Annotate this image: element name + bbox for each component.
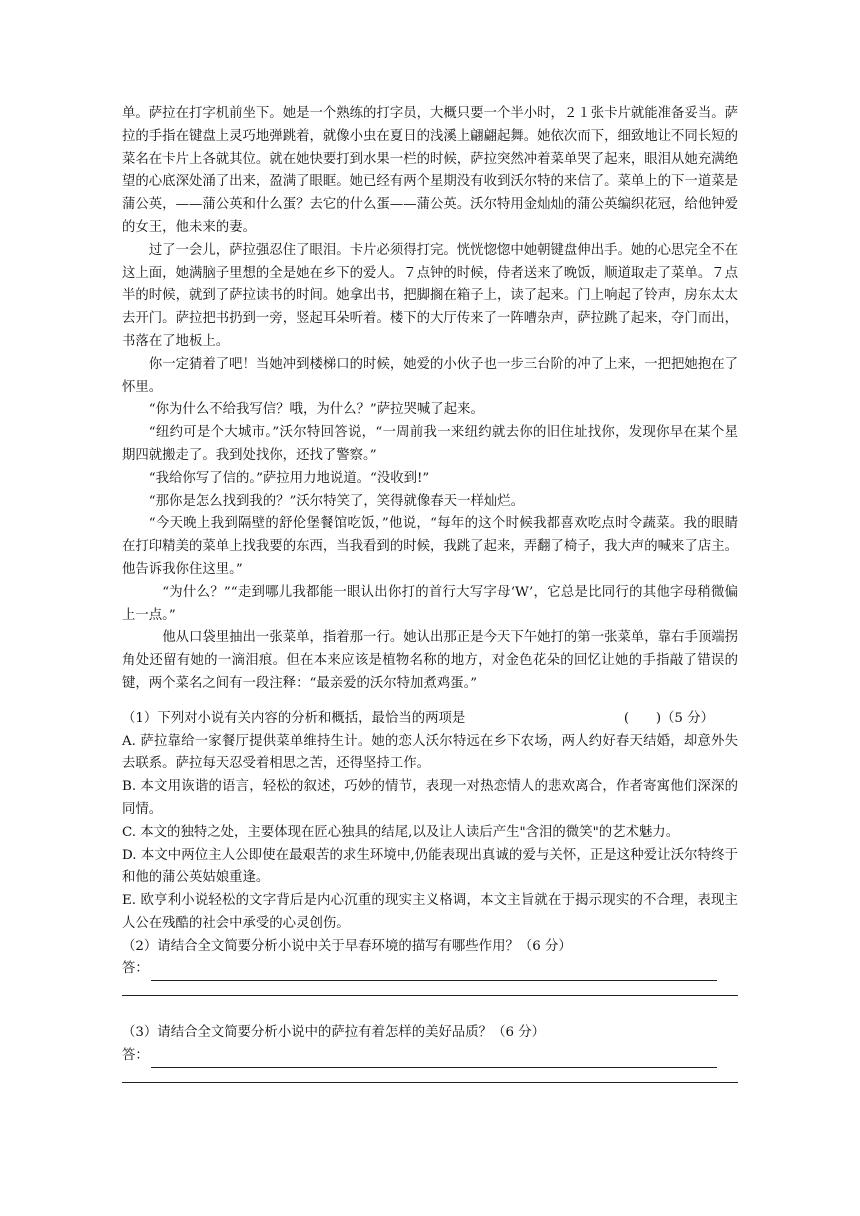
question-3-answer-line (122, 1045, 738, 1068)
option-c: C. 本文的独特之处，主要体现在匠心独具的结尾,以及让人读后产生"含泪的微笑"的艺术魅力。 (122, 824, 680, 840)
answer-rule-full (122, 1068, 738, 1083)
option-d: D. 本文中两位主人公即使在最艰苦的求生环境中,仍能表现出真诚的爱与关怀，正是这种爱让沃尔特终于和他的蒲公英姑娘重逢。 (122, 847, 738, 886)
story-paragraph-10: 他从口袋里抽出一张菜单，指着那一行。她认出那正是今天下午她打的第一张菜单，靠右手顶端拐角处还留有她的一滴泪痕。但在本来应该是植物名称的地方，对金色花朵的回忆让她的手指敲了错误的键，两个菜名之间有一段注释：“最亲爱的沃尔特加煮鸡蛋。” (122, 630, 738, 691)
story-paragraph-1: 单。萨拉在打字机前坐下。她是一个熟练的打字员，大概只要一个半小时，２１张卡片就能准备妥当。萨拉的手指在键盘上灵巧地弹跳着，就像小虫在夏日的浅溪上翩翩起舞。她依次而下，细致地让不同长短的菜名在卡片上各就其位。就在她快要打到水果一栏的时候，萨拉突然冲着菜单哭了起来，眼泪从她充满绝望的心底深处涌了出来，盈满了眼眶。她已经有两个星期没有收到沃尔特的来信了。菜单上的下一道菜是蒲公英，——蒲公英和什么蛋？去它的什么蛋——蒲公英。沃尔特用金灿灿的蒲公英编织花冠，给他钟爱的女王，他未来的妻。 (122, 106, 738, 235)
section-gap (122, 996, 738, 1022)
story-paragraph-4: “你为什么不给我写信？哦，为什么？”萨拉哭喊了起来。 (148, 402, 484, 418)
story-paragraph-8: “今天晚上我到隔壁的舒伦堡餐馆吃饭，”他说，“每年的这个时候我都喜欢吃点时令蔬菜。我的眼睛在打印精美的菜单上找我要的东西，当我看到的时候，我跳了起来，弄翻了椅子，我大声的喊来了店主。他告诉我你住这里。” (122, 516, 738, 577)
answer-label: 答： (122, 961, 149, 977)
answer-rule (151, 1051, 717, 1068)
story-paragraph-5: “纽约可是个大城市。”沃尔特回答说，“一周前我一来纽约就去你的旧住址找你，发现你早在某个星期四就搬走了。我到处找你，还找了警察。” (122, 425, 738, 463)
answer-rule (151, 964, 717, 981)
story-paragraph-9: “为什么？”“走到哪儿我都能一眼认出你打的首行大写字母‘W’，它总是比同行的其他字母稍微偏上一点。” (122, 584, 738, 623)
question-1-stem: （1）下列对小说有关内容的分析和概括，最恰当的两项是 (122, 710, 466, 726)
answer-rule-full (122, 981, 738, 996)
question-1-header (122, 708, 738, 731)
story-paragraph-6: “我给你写了信的。”萨拉用力地说道。“没收到!” (148, 470, 430, 486)
question-2-stem: （2）请结合全文简要分析小说中关于早春环境的描写有哪些作用？（6 分） (122, 938, 572, 954)
option-b: B. 本文用诙谐的语言，轻松的叙述，巧妙的情节，表现一对热恋情人的悲欢离合，作者寄寓他们深深的同情。 (122, 779, 738, 817)
question-2-answer-line (122, 958, 738, 981)
story-paragraph-7: “那你是怎么找到我的？”沃尔特笑了，笑得就像春天一样灿烂。 (148, 493, 525, 509)
question-3-stem: （3）请结合全文简要分析小说中的萨拉有着怎样的美好品质？（6 分） (122, 1025, 546, 1041)
story-paragraph-3: 你一定猜着了吧！当她冲到楼梯口的时候，她爱的小伙子也一步三台阶的冲了上来，一把把她抱在了怀里。 (122, 356, 738, 395)
story-paragraph-2: 过了一会儿，萨拉强忍住了眼泪。卡片必须得打完。恍恍惚惚中她朝键盘伸出手。她的心思完全不在这上面，她满脑子里想的全是她在乡下的爱人。７点钟的时候，侍者送来了晚饭，顺道取走了菜单。７点半的时候，就到了萨拉读书的时间。她拿出书，把脚搁在箱子上，读了起来。门上响起了铃声，房东太太去开门。萨拉把书扔到一旁，竖起耳朵听着。楼下的大厅传来了一阵嘈杂声，萨拉跳了起来，夺门而出，书落在了地板上。 (122, 242, 738, 349)
document-page (122, 103, 738, 1083)
question-1-mark: ( )（5 分） (623, 710, 714, 726)
answer-label: 答： (122, 1048, 149, 1064)
option-a: A. 萨拉靠给一家餐厅提供菜单维持生计。她的恋人沃尔特远在乡下农场，两人约好春天结婚，却意外失去联系。萨拉每天忍受着相思之苦，还得坚持工作。 (122, 733, 738, 772)
option-e: E. 欧亨利小说轻松的文字背后是内心沉重的现实主义格调，本文主旨就在于揭示现实的不合理，表现主人公在残酷的社会中承受的心灵创伤。 (122, 893, 738, 931)
section-gap (122, 696, 738, 708)
